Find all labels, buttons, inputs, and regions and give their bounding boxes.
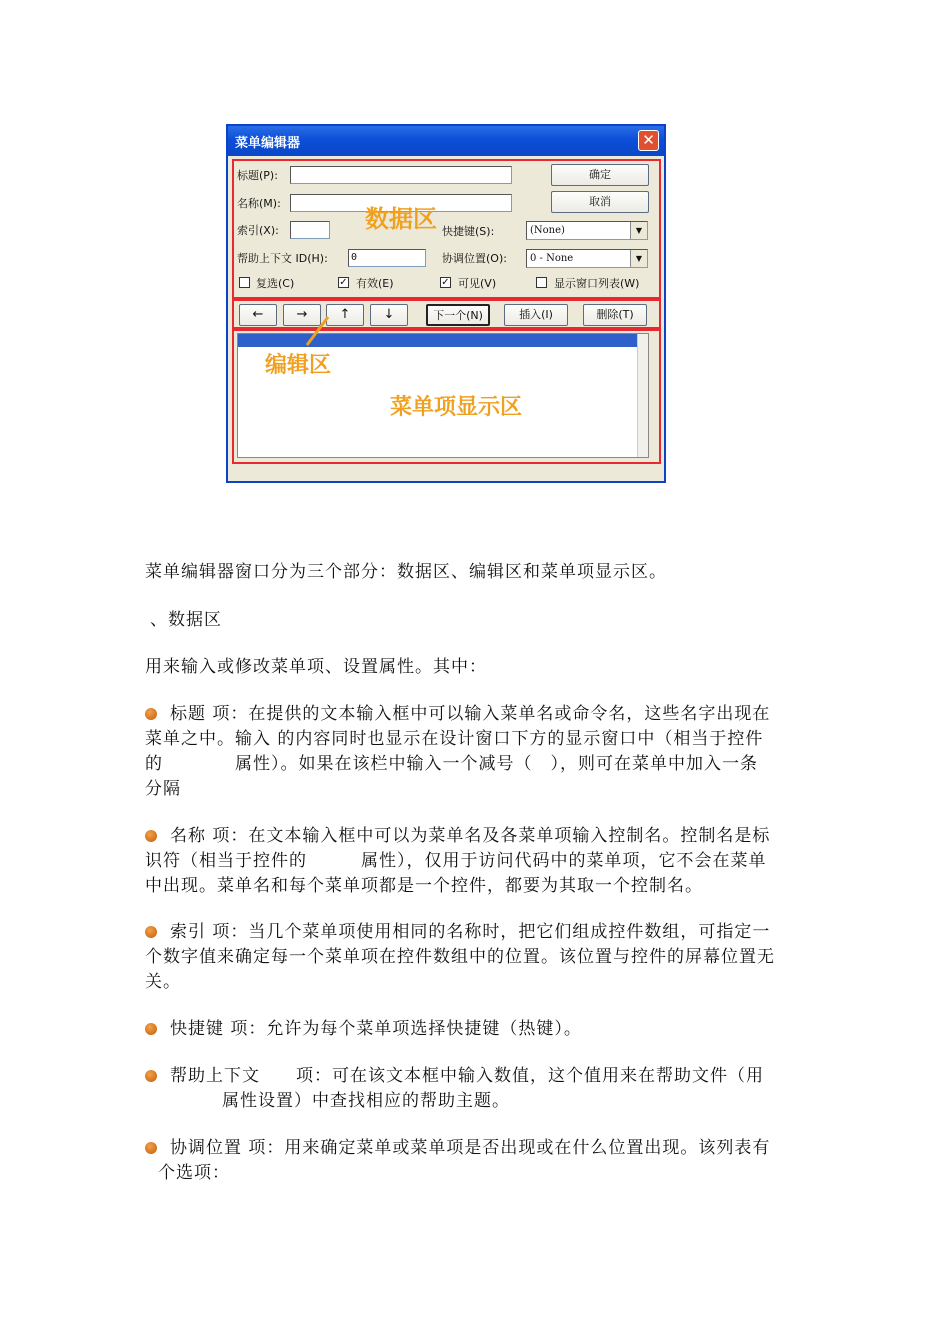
bullet-icon <box>145 926 157 938</box>
caption-label: 标题(P): <box>237 169 278 182</box>
index-item-line: 关。 <box>145 972 181 992</box>
list-scrollbar[interactable] <box>637 334 648 457</box>
delete-button[interactable]: 删除(T) <box>583 304 647 326</box>
arrow-left-icon: ← <box>252 307 264 322</box>
negotiate-item-line: 个选项： <box>158 1163 230 1183</box>
negotiate-value: 0 - None <box>530 253 574 264</box>
bullet-icon <box>145 830 157 842</box>
windowlist-checkbox[interactable] <box>536 277 547 288</box>
visible-checkbox[interactable] <box>440 277 451 288</box>
close-button[interactable] <box>638 130 659 151</box>
arrow-up-icon: ↑ <box>339 307 351 322</box>
section-heading: 、数据区 <box>150 610 222 630</box>
enabled-label: 有效(E) <box>356 277 394 290</box>
helpcontext-label: 帮助上下文 ID(H): <box>237 252 328 265</box>
caption-item-line: 标题 项：在提供的文本输入框中可以输入菜单名或命令名，这些名字出现在 <box>170 704 771 724</box>
selected-menu-item[interactable] <box>238 334 638 347</box>
checked-checkbox[interactable] <box>239 277 250 288</box>
name-item-line: 中出现。菜单名和每个菜单项都是一个控件，都要为其取一个控制名。 <box>145 876 703 896</box>
name-label: 名称(M): <box>237 197 281 210</box>
bullet-icon <box>145 1142 157 1154</box>
index-item-line: 个数字值来确定每一个菜单项在控件数组中的位置。该位置与控件的屏幕位置无 <box>145 947 775 967</box>
shortcut-select[interactable] <box>526 221 648 240</box>
negotiate-item-line: 协调位置 项：用来确定菜单或菜单项是否出现或在什么位置出现。该列表有 <box>170 1138 771 1158</box>
move-left-button[interactable] <box>239 304 277 326</box>
arrow-right-icon: → <box>296 307 308 322</box>
helpcontext-item-line: 帮助上下文 项：可在该文本框中输入数值，这个值用来在帮助文件（用 <box>170 1066 764 1086</box>
name-item-line: 名称 项：在文本输入框中可以为菜单名及各菜单项输入控制名。控制名是标 <box>170 826 771 846</box>
annotation-pointer-line <box>303 311 343 351</box>
edit-area-annotation: 编辑区 <box>265 353 332 378</box>
dialog-title: 菜单编辑器 <box>235 136 301 151</box>
chevron-down-icon[interactable]: ▼ <box>630 222 647 239</box>
close-icon: ✕ <box>642 131 655 149</box>
enabled-checkbox[interactable] <box>338 277 349 288</box>
shortcut-label: 快捷键(S): <box>442 225 495 238</box>
cancel-button[interactable]: 取消 <box>551 191 649 213</box>
caption-input[interactable] <box>290 166 512 184</box>
checkmark: ✓ <box>339 277 348 288</box>
insert-button[interactable]: 插入(I) <box>504 304 568 326</box>
caption-item-line: 的 属性）。如果在该栏中输入一个减号（ ），则可在菜单中加入一条 <box>145 754 758 774</box>
visible-label: 可见(V) <box>458 277 497 290</box>
checkmark: ✓ <box>441 277 450 288</box>
menu-editor-dialog <box>226 124 666 483</box>
index-item-line: 索引 项：当几个菜单项使用相同的名称时，把它们组成控件数组，可指定一 <box>170 922 771 942</box>
caption-item-line: 分隔 <box>145 779 181 799</box>
next-button[interactable]: 下一个(N) <box>426 304 490 326</box>
index-input[interactable] <box>290 221 330 239</box>
helpcontext-input[interactable]: 0 <box>348 249 426 267</box>
windowlist-label: 显示窗口列表(W) <box>554 277 640 290</box>
helpcontext-item-line: 属性设置）中查找相应的帮助主题。 <box>150 1091 510 1111</box>
chevron-down-icon[interactable]: ▼ <box>630 250 647 267</box>
bullet-icon <box>145 1023 157 1035</box>
index-label: 索引(X): <box>237 224 279 237</box>
negotiate-label: 协调位置(O): <box>442 252 507 265</box>
arrow-down-icon: ↓ <box>383 307 395 322</box>
ok-button[interactable]: 确定 <box>551 164 649 186</box>
caption-item-line: 菜单之中。输入 的内容同时也显示在设计窗口下方的显示窗口中（相当于控件 <box>145 729 764 749</box>
intro-paragraph: 菜单编辑器窗口分为三个部分：数据区、编辑区和菜单项显示区。 <box>145 562 667 582</box>
display-area-annotation: 菜单项显示区 <box>390 395 523 420</box>
negotiate-select[interactable] <box>526 249 648 268</box>
bullet-icon <box>145 708 157 720</box>
shortcut-value: (None) <box>530 225 565 236</box>
title-bar <box>228 126 664 156</box>
checked-label: 复选(C) <box>256 277 295 290</box>
name-item-line: 识符（相当于控件的 属性），仅用于访问代码中的菜单项，它不会在菜单 <box>145 851 767 871</box>
lead-paragraph: 用来输入或修改菜单项、设置属性。其中： <box>145 657 487 677</box>
move-down-button[interactable] <box>370 304 408 326</box>
bullet-icon <box>145 1070 157 1082</box>
data-area-annotation: 数据区 <box>365 205 437 233</box>
shortcut-item-line: 快捷键 项：允许为每个菜单项选择快捷键（热键）。 <box>170 1019 582 1039</box>
